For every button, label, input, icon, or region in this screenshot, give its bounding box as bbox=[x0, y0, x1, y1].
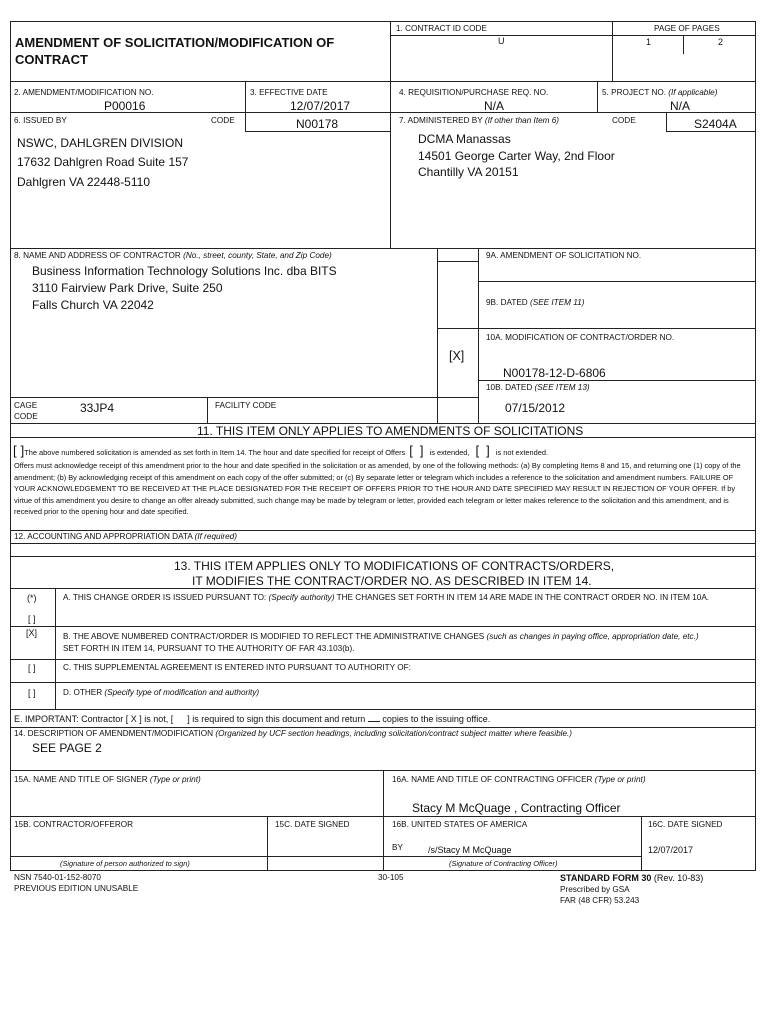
mod-checkbox: [X] bbox=[449, 349, 465, 363]
contract-id-value: U bbox=[498, 36, 505, 46]
usa-label: 16B. UNITED STATES OF AMERICA bbox=[392, 820, 528, 829]
contractor-line-3: Falls Church VA 22042 bbox=[32, 298, 154, 312]
item-13-c-text: C. THIS SUPPLEMENTAL AGREEMENT IS ENTERED INTO PURSUANT TO AUTHORITY OF: bbox=[63, 663, 411, 672]
previous-edition: PREVIOUS EDITION UNUSABLE bbox=[14, 884, 139, 893]
item-11-heading: 11. THIS ITEM ONLY APPLIES TO AMENDMENTS OF SOLICITATIONS bbox=[197, 424, 584, 438]
dated-10b-label: 10B. DATED (SEE ITEM 13) bbox=[486, 383, 590, 392]
issued-by-code: N00178 bbox=[296, 117, 339, 131]
administered-by-line-2: 14501 George Carter Way, 2nd Floor bbox=[418, 149, 615, 163]
item-13-d-text: D. OTHER (Specify type of modification and authority) bbox=[63, 688, 260, 697]
officer-signature: /s/Stacy M McQuage bbox=[428, 845, 512, 855]
effective-date-value: 12/07/2017 bbox=[290, 99, 351, 113]
dated-10b-value: 07/15/2012 bbox=[505, 401, 566, 415]
page-number: 1 bbox=[646, 37, 652, 47]
amendment-solicitation-label: 9A. AMENDMENT OF SOLICITATION NO. bbox=[486, 251, 642, 260]
item-13-star: (*) bbox=[27, 593, 37, 603]
nsn-number: NSN 7540-01-152-8070 bbox=[14, 873, 101, 882]
item-11-paragraph: Offers must acknowledge receipt of this amendment prior to the hour and date specified in the solicitation or as amended, by one of the following methods: (a) By completing Items 8 and 15, and returning one (1) copy of the amendment; (b) By acknowledging receipt of this amendment on each copy of the offer submitted; or (c) By separate letter or telegram which includes a reference to the solicitation and amendment numbers. FAILURE OF YOUR ACKNOWLEDGEMENT TO BE RECEIVED AT THE PLACE DESIGNATED FOR THE RECEIPT OF OFFERS PRIOR TO THE HOUR AND DATE SPECIFIED MAY RESULT IN REJECTION OF YOUR OFFER. If by virtue of this amendment you desire to change an offer already submitted, such change may be made by telegram or letter, provided each telegram or letter makes reference to the solicitation and this amendment, and is received prior to the opening hour and date specified. bbox=[14, 461, 741, 517]
administered-by-label: 7. ADMINISTERED BY (If other than Item 6) bbox=[399, 116, 560, 125]
contractor-line-2: 3110 Fairview Park Drive, Suite 250 bbox=[32, 281, 223, 295]
administered-by-line-3: Chantilly VA 20151 bbox=[418, 165, 519, 179]
req-no-label: 4. REQUISITION/PURCHASE REQ. NO. bbox=[399, 88, 549, 97]
issued-by-line-2: 17632 Dahlgren Road Suite 157 bbox=[17, 155, 189, 169]
item-13-heading-2: IT MODIFIES THE CONTRACT/ORDER NO. AS DESCRIBED IN ITEM 14. bbox=[192, 574, 592, 588]
item-e-text: E. IMPORTANT: Contractor [ X ] is not, [ ] is required to sign this document and return copies to the issuing office. bbox=[14, 714, 491, 724]
administered-by-line-1: DCMA Manassas bbox=[418, 132, 511, 146]
mod-no-label: 2. AMENDMENT/MODIFICATION NO. bbox=[14, 88, 154, 97]
officer-date-label: 16C. DATE SIGNED bbox=[648, 820, 723, 829]
issued-by-code-label: CODE bbox=[211, 116, 235, 125]
modification-no-label: 10A. MODIFICATION OF CONTRACT/ORDER NO. bbox=[486, 333, 675, 342]
item-13-b-checkbox: [X] bbox=[26, 628, 38, 638]
total-pages: 2 bbox=[718, 37, 724, 47]
cage-code: 33JP4 bbox=[80, 401, 115, 415]
effective-date-label: 3. EFFECTIVE DATE bbox=[250, 88, 328, 97]
mod-no-value: P00016 bbox=[104, 99, 146, 113]
project-no-value: N/A bbox=[670, 99, 691, 113]
contract-id-label: 1. CONTRACT ID CODE bbox=[396, 24, 487, 33]
modification-no-value: N00178-12-D-6806 bbox=[503, 366, 606, 380]
project-no-label: 5. PROJECT NO. (If applicable) bbox=[602, 88, 718, 97]
standard-form-label: STANDARD FORM 30 (Rev. 10-83) bbox=[560, 873, 704, 883]
cage-label-1: CAGE bbox=[14, 401, 38, 410]
officer-name: Stacy M McQuage , Contracting Officer bbox=[412, 801, 621, 815]
administered-by-code-label: CODE bbox=[612, 116, 636, 125]
officer-signature-caption: (Signature of Contracting Officer) bbox=[449, 859, 558, 868]
item-13-b-text: B. THE ABOVE NUMBERED CONTRACT/ORDER IS MODIFIED TO REFLECT THE ADMINISTRATIVE CHANGES (such as changes in paying office, appropriation date, etc.) bbox=[63, 632, 699, 641]
contractor-label: 8. NAME AND ADDRESS OF CONTRACTOR (No., street, county, State, and Zip Code) bbox=[14, 251, 332, 260]
item-13-a-text: A. THIS CHANGE ORDER IS ISSUED PURSUANT TO: (Specify authority) THE CHANGES SET FORTH IN ITEM 14 ARE MADE IN THE CONTRACT ORDER NO. IN ITEM 10A. bbox=[63, 593, 710, 602]
officer-name-label: 16A. NAME AND TITLE OF CONTRACTING OFFICER (Type or print) bbox=[392, 775, 646, 784]
item-14-value: SEE PAGE 2 bbox=[32, 741, 102, 755]
contractor-line-1: Business Information Technology Solutions Inc. dba BITS bbox=[32, 264, 337, 278]
form-title: AMENDMENT OF SOLICITATION/MODIFICATION OF CONTRACT bbox=[15, 35, 335, 67]
item-14-label: 14. DESCRIPTION OF AMENDMENT/MODIFICATION (Organized by UCF section headings, including solicitation/contract subject matter where feasible.) bbox=[14, 729, 573, 738]
form-code: 30-105 bbox=[378, 873, 404, 882]
contractor-offeror-label: 15B. CONTRACTOR/OFFEROR bbox=[14, 820, 134, 829]
page-of-pages-label: PAGE OF PAGES bbox=[654, 24, 720, 33]
officer-date-signed: 12/07/2017 bbox=[648, 845, 694, 855]
issued-by-label: 6. ISSUED BY bbox=[14, 116, 67, 125]
item-11-line-1: [ ]The above numbered solicitation is amended as set forth in Item 14. The hour and date specified for receipt of Offers [ ] is extended, [ ] is not extended. bbox=[13, 443, 549, 458]
issued-by-line-3: Dahlgren VA 22448-5110 bbox=[17, 175, 150, 189]
facility-code-label: FACILITY CODE bbox=[215, 401, 277, 410]
item-12-label: 12. ACCOUNTING AND APPROPRIATION DATA (If required) bbox=[14, 532, 237, 541]
item-13-a-checkbox: [ ] bbox=[28, 614, 36, 624]
issued-by-line-1: NSWC, DAHLGREN DIVISION bbox=[17, 136, 184, 150]
contractor-signature-caption: (Signature of person authorized to sign) bbox=[60, 859, 190, 868]
signer-name-label: 15A. NAME AND TITLE OF SIGNER (Type or print) bbox=[14, 775, 201, 784]
item-13-c-checkbox: [ ] bbox=[28, 663, 36, 673]
by-label: BY bbox=[392, 843, 403, 852]
cage-label-2: CODE bbox=[14, 412, 38, 421]
far-reference: FAR (48 CFR) 53.243 bbox=[560, 896, 640, 905]
contractor-date-label: 15C. DATE SIGNED bbox=[275, 820, 350, 829]
item-13-d-checkbox: [ ] bbox=[28, 688, 36, 698]
item-13-heading-1: 13. THIS ITEM APPLIES ONLY TO MODIFICATIONS OF CONTRACTS/ORDERS, bbox=[174, 559, 615, 573]
dated-9b-label: 9B. DATED (SEE ITEM 11) bbox=[486, 298, 585, 307]
administered-by-code: S2404A bbox=[694, 117, 737, 131]
item-13-b-text-2: SET FORTH IN ITEM 14, PURSUANT TO THE AUTHORITY OF FAR 43.103(b). bbox=[63, 644, 355, 653]
prescribed-by: Prescribed by GSA bbox=[560, 885, 630, 894]
req-no-value: N/A bbox=[484, 99, 505, 113]
